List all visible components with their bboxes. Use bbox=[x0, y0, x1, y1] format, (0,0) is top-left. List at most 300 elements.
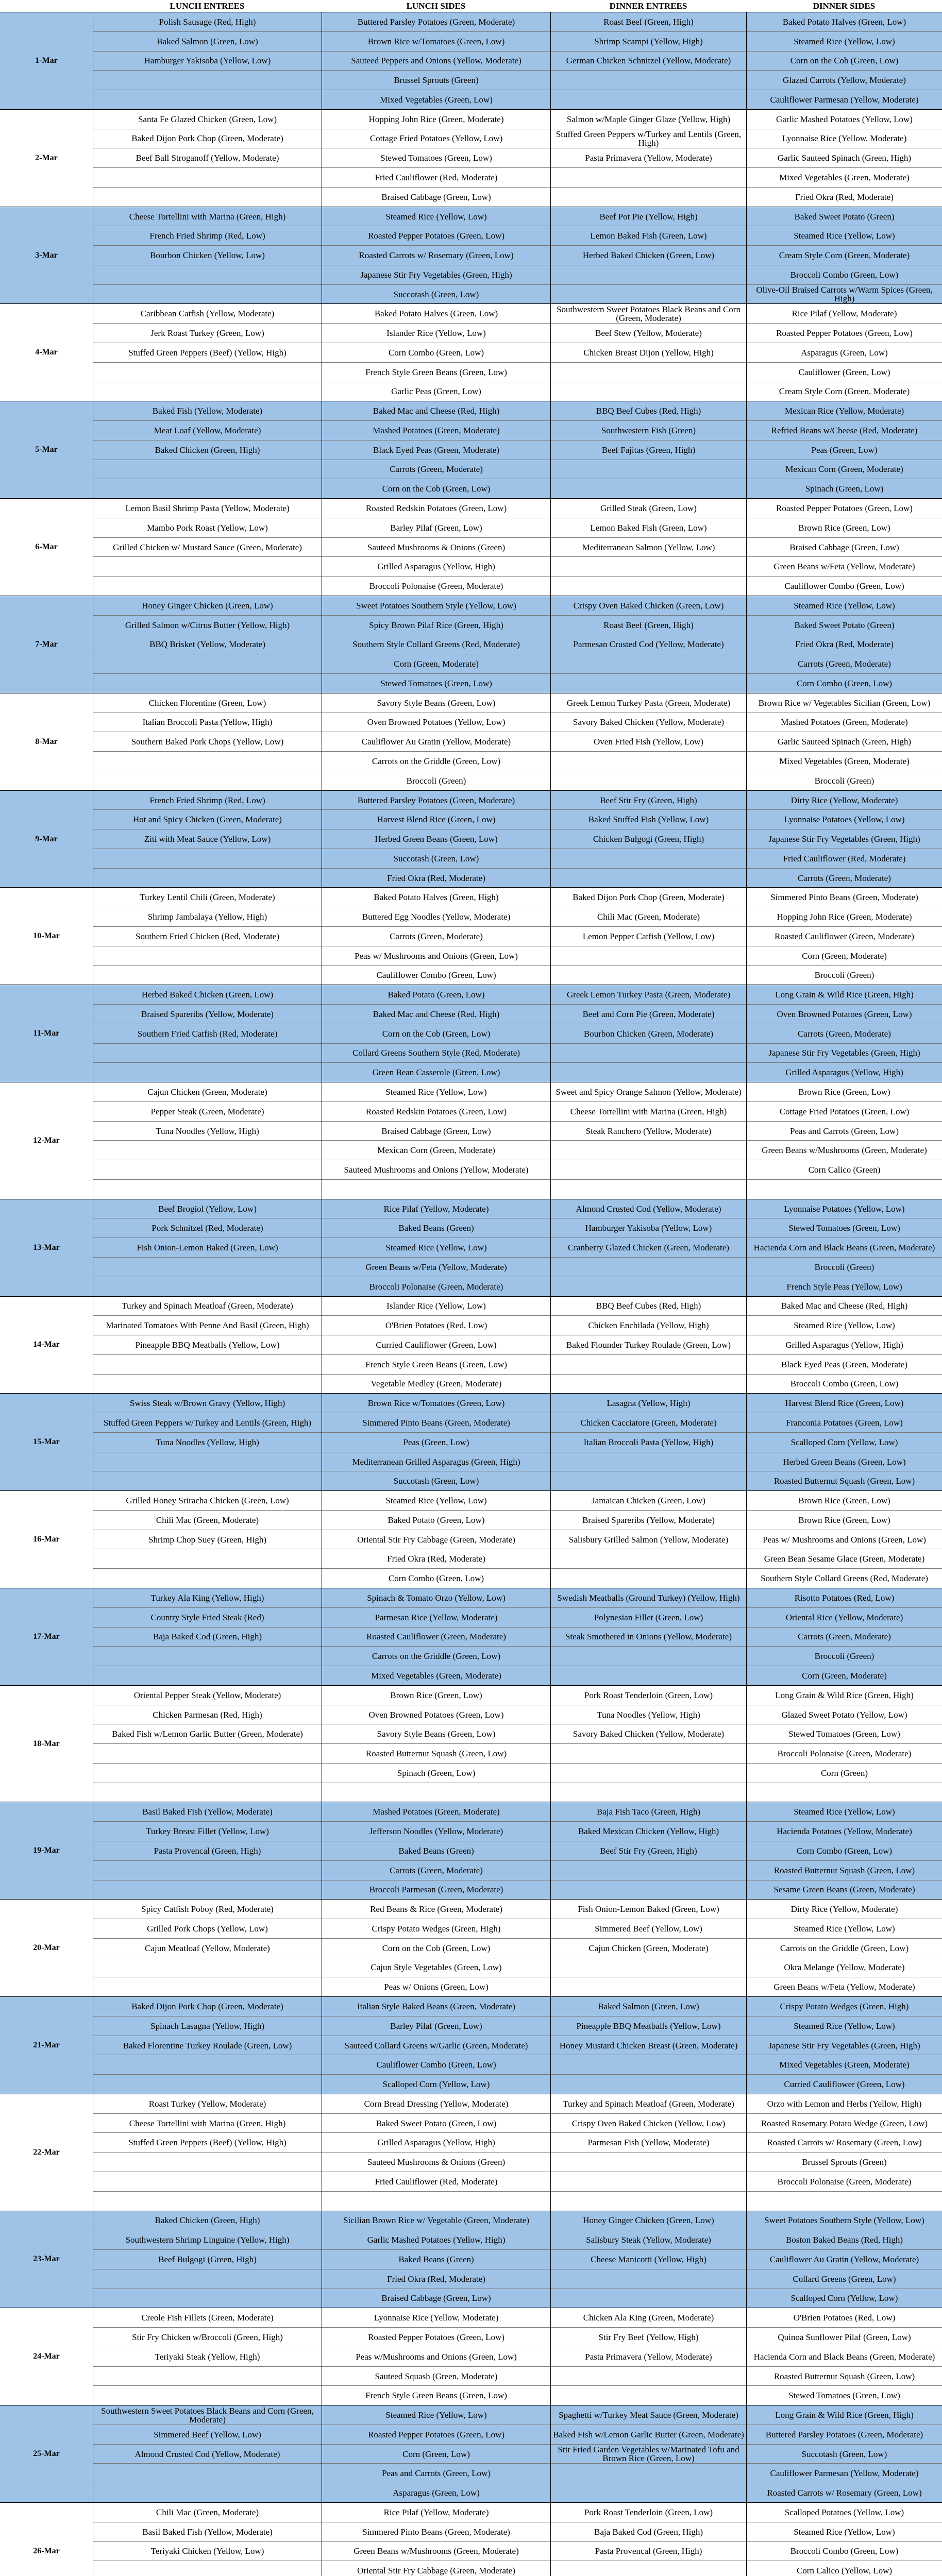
dinner-entree-cell bbox=[551, 2385, 746, 2405]
lunch-entree-cell bbox=[93, 946, 322, 965]
dinner-side-cell: Stewed Tomatoes (Green, Low) bbox=[747, 2385, 942, 2405]
lunch-side-cell: Sauteed Collard Greens w/Garlic (Green, Moderate) bbox=[322, 2036, 550, 2055]
lunch-entree-cell bbox=[93, 2385, 322, 2405]
lunch-entree-cell: Pineapple BBQ Meatballs (Yellow, Low) bbox=[93, 1335, 322, 1354]
dinner-side-cell: Cauliflower Au Gratin (Yellow, Moderate) bbox=[747, 2249, 942, 2269]
lunch-side-cell: Sauteed Squash (Green, Moderate) bbox=[322, 2366, 550, 2386]
lunch-side-cell: Broccoli (Green) bbox=[322, 771, 550, 790]
dinner-side-column bbox=[746, 1686, 942, 1802]
dinner-entree-cell bbox=[551, 70, 746, 90]
lunch-entree-column bbox=[93, 1082, 322, 1199]
lunch-entree-cell bbox=[93, 1549, 322, 1568]
dinner-side-cell: Roasted Butternut Squash (Green, Low) bbox=[747, 1471, 942, 1490]
dinner-side-column bbox=[746, 693, 942, 790]
lunch-entree-column bbox=[93, 2094, 322, 2211]
dinner-entree-cell bbox=[551, 265, 746, 284]
dinner-entree-cell: Grilled Steak (Green, Low) bbox=[600, 503, 697, 514]
dinner-side-cell: Corn Calico (Yellow, Low) bbox=[747, 2561, 942, 2576]
lunch-entree-cell: Santa Fe Glazed Chicken (Green, Low) bbox=[138, 114, 277, 124]
dinner-side-cell: Long Grain & Wild Rice (Green, High) bbox=[775, 1690, 914, 1700]
dinner-side-cell: Carrots (Green, Moderate) bbox=[747, 868, 942, 888]
dinner-entree-cell bbox=[551, 2191, 746, 2211]
lunch-side-cell: Steamed Rice (Yellow, Low) bbox=[385, 1087, 487, 1097]
lunch-entree-cell bbox=[93, 1452, 322, 1471]
dinner-side-cell: Mexican Corn (Green, Moderate) bbox=[747, 460, 942, 479]
dinner-entree-cell: Savory Baked Chicken (Yellow, Moderate) bbox=[551, 713, 746, 732]
lunch-side-cell: Roasted Redskin Potatoes (Green, Low) bbox=[322, 1101, 550, 1121]
dinner-entree-cell bbox=[551, 2055, 746, 2074]
dinner-entree-cell bbox=[551, 1860, 746, 1880]
dinner-entree-cell: Cranberry Glazed Chicken (Green, Moderate) bbox=[551, 1238, 746, 1257]
dinner-entree-cell bbox=[551, 1043, 746, 1063]
lunch-side-cell: Carrots on the Griddle (Green, Low) bbox=[322, 1646, 550, 1666]
lunch-entree-cell bbox=[93, 2152, 322, 2172]
lunch-side-column bbox=[322, 1491, 550, 1588]
lunch-side-cell: Corn Bread Dressing (Yellow, Moderate) bbox=[364, 2098, 509, 2109]
dinner-side-cell: Scalloped Corn (Yellow, Low) bbox=[747, 1432, 942, 1452]
day-label: 1-Mar bbox=[35, 56, 58, 65]
lunch-side-column bbox=[322, 1802, 550, 1899]
dinner-side-cell: Broccoli Combo (Green, Low) bbox=[747, 265, 942, 284]
lunch-side-cell: Fried Okra (Red, Moderate) bbox=[322, 1549, 550, 1568]
dinner-entree-cell bbox=[551, 1374, 746, 1394]
lunch-entree-cell bbox=[93, 1043, 322, 1063]
lunch-side-cell: Parmesan Rice (Yellow, Moderate) bbox=[322, 1607, 550, 1627]
dinner-side-column bbox=[746, 1997, 942, 2094]
day-row bbox=[0, 1199, 942, 1297]
lunch-side-cell: Peas w/Mushrooms and Onions (Green, Low) bbox=[322, 2347, 550, 2366]
dinner-entree-cell bbox=[551, 1666, 746, 1685]
dinner-entree-cell: Beef Fajitas (Green, High) bbox=[551, 440, 746, 460]
dinner-side-cell: Lyonnaise Rice (Yellow, Moderate) bbox=[747, 129, 942, 148]
lunch-side-cell: Herbed Green Beans (Green, Low) bbox=[322, 829, 550, 849]
lunch-side-cell: Succotash (Green, Low) bbox=[322, 1471, 550, 1490]
lunch-side-cell: Corn on the Cob (Green, Low) bbox=[322, 1938, 550, 1958]
dinner-side-cell: Buttered Parsley Potatoes (Green, Moderate) bbox=[747, 2425, 942, 2444]
day-row bbox=[0, 207, 942, 304]
lunch-entree-cell: Baked Fish (Yellow, Moderate) bbox=[152, 406, 263, 416]
lunch-side-cell: Braised Cabbage (Green, Low) bbox=[322, 187, 550, 207]
dinner-entree-cell bbox=[551, 654, 746, 673]
lunch-entree-cell bbox=[93, 265, 322, 284]
lunch-side-column bbox=[322, 1297, 550, 1394]
lunch-entree-cell: Baked Fish w/Lemon Garlic Butter (Green, Moderate) bbox=[93, 1724, 322, 1743]
lunch-entree-cell bbox=[93, 70, 322, 90]
dinner-entree-column bbox=[550, 2503, 746, 2576]
dinner-side-cell: Baked Mac and Cheese (Red, High) bbox=[781, 1301, 908, 1311]
day-row bbox=[0, 110, 942, 207]
dinner-side-cell: Green Beans w/Feta (Yellow, Moderate) bbox=[747, 1977, 942, 1996]
dinner-side-column bbox=[746, 2308, 942, 2405]
dinner-entree-cell bbox=[551, 1062, 746, 1082]
lunch-entree-cell: Shrimp Jambalaya (Yellow, High) bbox=[93, 907, 322, 926]
dinner-side-cell: Curried Cauliflower (Green, Low) bbox=[747, 2074, 942, 2094]
dinner-entree-cell: Baja Baked Cod (Green, High) bbox=[551, 2522, 746, 2541]
day-label: 2-Mar bbox=[35, 153, 58, 162]
dinner-entree-cell: Cajun Chicken (Green, Moderate) bbox=[551, 1938, 746, 1958]
day-label: 9-Mar bbox=[35, 834, 58, 843]
lunch-entree-cell: Simmered Beef (Yellow, Low) bbox=[93, 2425, 322, 2444]
dinner-side-cell: Corn (Green) bbox=[747, 1763, 942, 1783]
lunch-entree-column bbox=[93, 304, 322, 401]
day-label: 19-Mar bbox=[33, 1846, 60, 1855]
lunch-side-column bbox=[322, 2503, 550, 2576]
lunch-entree-cell: Meat Loaf (Yellow, Moderate) bbox=[93, 420, 322, 440]
lunch-side-cell: Crispy Potato Wedges (Green, High) bbox=[322, 1919, 550, 1938]
day-row bbox=[0, 1297, 942, 1394]
lunch-side-cell: Southern Style Collard Greens (Red, Moderate) bbox=[322, 635, 550, 654]
dinner-side-cell: Long Grain & Wild Rice (Green, High) bbox=[775, 990, 914, 1000]
dinner-entree-column bbox=[550, 401, 746, 498]
day-row bbox=[0, 2308, 942, 2405]
lunch-entree-cell: Chili Mac (Green, Moderate) bbox=[93, 1510, 322, 1530]
lunch-entree-cell: Herbed Baked Chicken (Green, Low) bbox=[141, 990, 274, 1000]
lunch-entree-column bbox=[93, 2503, 322, 2576]
lunch-entree-cell: Honey Ginger Chicken (Green, Low) bbox=[142, 600, 273, 611]
dinner-entree-cell: Sweet and Spicy Orange Salmon (Yellow, Moderate) bbox=[556, 1087, 742, 1097]
lunch-side-cell: Braised Cabbage (Green, Low) bbox=[322, 1121, 550, 1141]
dinner-entree-cell: Pasta Primavera (Yellow, Moderate) bbox=[551, 148, 746, 167]
lunch-entree-cell: Southwestern Shrimp Linguine (Yellow, High) bbox=[93, 2230, 322, 2249]
dinner-entree-cell: Southwestern Sweet Potatoes Black Beans and Corn (Green, Moderate) bbox=[557, 304, 741, 323]
lunch-entree-cell: Country Style Fried Steak (Red) bbox=[93, 1607, 322, 1627]
dinner-side-cell bbox=[747, 1179, 942, 1199]
dinner-side-cell: Peas w/ Mushrooms and Onions (Green, Low) bbox=[747, 1530, 942, 1549]
lunch-entree-cell: Creole Fish Fillets (Green, Moderate) bbox=[141, 2313, 274, 2323]
dinner-entree-cell: Chicken Cacciatore (Green, Moderate) bbox=[551, 1413, 746, 1432]
lunch-side-column bbox=[322, 2308, 550, 2405]
lunch-entree-column bbox=[93, 207, 322, 304]
dinner-entree-cell bbox=[551, 673, 746, 693]
dinner-side-column bbox=[746, 207, 942, 304]
lunch-entree-cell bbox=[93, 382, 322, 401]
dinner-entree-cell bbox=[551, 1743, 746, 1763]
dinner-entree-cell: Cheese Tortellini with Marina (Green, High) bbox=[551, 1101, 746, 1121]
lunch-entree-cell bbox=[93, 284, 322, 304]
lunch-side-cell: Italian Style Baked Beans (Green, Moderate) bbox=[357, 2001, 515, 2011]
lunch-side-cell: Mexican Corn (Green, Moderate) bbox=[322, 1140, 550, 1160]
dinner-entree-cell bbox=[551, 2074, 746, 2094]
dinner-side-cell: Japanese Stir Fry Vegetables (Green, High) bbox=[747, 1043, 942, 1063]
dinner-side-cell: Carrots (Green, Moderate) bbox=[747, 1627, 942, 1647]
lunch-entree-cell: Chicken Parmesan (Red, High) bbox=[93, 1705, 322, 1724]
lunch-side-cell: Roasted Pepper Potatoes (Green, Low) bbox=[322, 2425, 550, 2444]
lunch-side-column bbox=[322, 2405, 550, 2502]
lunch-entree-cell bbox=[93, 771, 322, 790]
lunch-side-cell: Islander Rice (Yellow, Low) bbox=[322, 323, 550, 343]
dinner-side-cell: Steamed Rice (Yellow, Low) bbox=[747, 31, 942, 51]
dinner-side-cell: Corn Calico (Green) bbox=[747, 1160, 942, 1179]
lunch-side-cell: Baked Beans (Green) bbox=[322, 1218, 550, 1238]
lunch-side-column bbox=[322, 1900, 550, 1996]
dinner-entree-cell bbox=[551, 2561, 746, 2576]
lunch-side-column bbox=[322, 12, 550, 109]
lunch-entree-cell: Italian Broccoli Pasta (Yellow, High) bbox=[93, 713, 322, 732]
dinner-side-cell: Steamed Rice (Yellow, Low) bbox=[794, 600, 895, 611]
dinner-entree-cell: Baked Dijon Pork Chop (Green, Moderate) bbox=[573, 892, 725, 903]
dinner-side-cell: Roasted Rosemary Potato Wedge (Green, Low) bbox=[747, 2113, 942, 2133]
day-row bbox=[0, 2503, 942, 2576]
day-row bbox=[0, 1997, 942, 2094]
lunch-entree-cell: Cajun Meatloaf (Yellow, Moderate) bbox=[93, 1938, 322, 1958]
day-label: 8-Mar bbox=[35, 737, 58, 746]
dinner-side-cell: Sesame Green Beans (Green, Moderate) bbox=[747, 1880, 942, 1900]
lunch-side-cell: Harvest Blend Rice (Green, Low) bbox=[322, 809, 550, 829]
dinner-side-cell: Broccoli (Green) bbox=[747, 771, 942, 790]
dinner-side-cell: Roasted Carrots w/ Rosemary (Green, Low) bbox=[747, 2132, 942, 2152]
dinner-entree-cell: Baked Mexican Chicken (Yellow, High) bbox=[551, 1821, 746, 1841]
lunch-entree-cell: French Fried Shrimp (Red, Low) bbox=[149, 795, 265, 805]
dinner-side-column bbox=[746, 2211, 942, 2308]
dinner-entree-column bbox=[550, 1802, 746, 1899]
lunch-entree-column bbox=[93, 2211, 322, 2308]
dinner-side-cell: Scalloped Corn (Yellow, Low) bbox=[747, 2289, 942, 2308]
dinner-entree-cell bbox=[551, 1880, 746, 1900]
lunch-entree-column bbox=[93, 1199, 322, 1296]
dinner-entree-cell: Baked Fish w/Lemon Garlic Butter (Green, Moderate) bbox=[551, 2425, 746, 2444]
dinner-side-cell: Brown Rice (Green, Low) bbox=[798, 1496, 890, 1506]
lunch-entree-cell bbox=[93, 1568, 322, 1588]
lunch-entree-cell bbox=[93, 1783, 322, 1802]
dinner-side-column bbox=[746, 401, 942, 498]
day-label: 7-Mar bbox=[35, 639, 58, 649]
lunch-side-cell: Peas w/ Onions (Green, Low) bbox=[322, 1977, 550, 1996]
lunch-side-column bbox=[322, 1394, 550, 1490]
dinner-side-cell: Cream Style Corn (Green, Moderate) bbox=[747, 245, 942, 265]
lunch-side-cell: Buttered Parsley Potatoes (Green, Moderate) bbox=[357, 16, 515, 27]
dinner-entree-cell: Parmesan Fish (Yellow, Moderate) bbox=[551, 2132, 746, 2152]
dinner-side-cell: Cottage Fried Potatoes (Green, Low) bbox=[747, 1101, 942, 1121]
dinner-side-cell: Roasted Pepper Potatoes (Green, Low) bbox=[747, 323, 942, 343]
dinner-entree-cell bbox=[551, 460, 746, 479]
lunch-side-cell: Buttered Egg Noodles (Yellow, Moderate) bbox=[322, 907, 550, 926]
lunch-side-cell: Steamed Rice (Yellow, Low) bbox=[385, 1496, 487, 1506]
dinner-entree-cell: Beef Pot Pie (Yellow, High) bbox=[599, 211, 698, 222]
dinner-side-cell: Steamed Rice (Yellow, Low) bbox=[747, 2016, 942, 2036]
day-row bbox=[0, 1394, 942, 1491]
dinner-side-cell: O'Brien Potatoes (Red, Low) bbox=[793, 2313, 896, 2323]
lunch-side-cell: Collard Greens Southern Style (Red, Moderate) bbox=[322, 1043, 550, 1063]
dinner-entree-cell: Pork Roast Tenderloin (Green, Low) bbox=[584, 1690, 713, 1700]
lunch-entree-cell: Southern Baked Pork Chops (Yellow, Low) bbox=[93, 732, 322, 751]
dinner-entree-cell: Crispy Oven Baked Chicken (Yellow, Low) bbox=[551, 2113, 746, 2133]
lunch-side-column bbox=[322, 1588, 550, 1685]
lunch-side-cell: Stewed Tomatoes (Green, Low) bbox=[322, 148, 550, 167]
lunch-entree-cell bbox=[93, 1977, 322, 1996]
lunch-side-cell: Corn Combo (Green, Low) bbox=[322, 343, 550, 362]
lunch-entree-cell: Pasta Provencal (Green, High) bbox=[93, 1841, 322, 1860]
dinner-side-column bbox=[746, 499, 942, 596]
lunch-entree-cell: Baja Baked Cod (Green, High) bbox=[93, 1627, 322, 1647]
dinner-entree-cell: Shrimp Scampi (Yellow, High) bbox=[551, 31, 746, 51]
dinner-side-cell: Garlic Mashed Potatoes (Yellow, Low) bbox=[776, 114, 913, 124]
dinner-side-cell: Hopping John Rice (Green, Moderate) bbox=[747, 907, 942, 926]
dinner-side-cell: Dirty Rice (Yellow, Moderate) bbox=[790, 1904, 898, 1914]
day-label: 21-Mar bbox=[33, 2041, 60, 2050]
lunch-entree-cell: Southwestern Sweet Potatoes Black Beans and Corn (Green, Moderate) bbox=[101, 2405, 314, 2425]
dinner-entree-cell bbox=[551, 1549, 746, 1568]
day-row bbox=[0, 1802, 942, 1900]
lunch-entree-cell bbox=[93, 2463, 322, 2483]
lunch-entree-cell: Stuffed Green Peppers w/Turkey and Lentils (Green, High) bbox=[93, 1413, 322, 1432]
dinner-side-cell: Japanese Stir Fry Vegetables (Green, High) bbox=[747, 2036, 942, 2055]
dinner-entree-cell: Pineapple BBQ Meatballs (Yellow, Low) bbox=[551, 2016, 746, 2036]
lunch-side-cell: Red Beans & Rice (Green, Moderate) bbox=[370, 1904, 502, 1914]
dinner-entree-cell: Parmesan Crusted Cod (Yellow, Moderate) bbox=[551, 635, 746, 654]
dinner-entree-cell bbox=[551, 2289, 746, 2308]
dinner-side-cell: Cream Style Corn (Green, Moderate) bbox=[747, 382, 942, 401]
dinner-entree-cell bbox=[551, 946, 746, 965]
dinner-side-cell: Rice Pilaf (Yellow, Moderate) bbox=[792, 309, 897, 319]
dinner-entree-column bbox=[550, 207, 746, 304]
dinner-entree-cell bbox=[551, 1277, 746, 1296]
dinner-entree-column bbox=[550, 2094, 746, 2211]
dinner-entree-cell bbox=[551, 187, 746, 207]
lunch-entree-cell: Stuffed Green Peppers (Beef) (Yellow, High) bbox=[93, 2132, 322, 2152]
dinner-entree-cell: Pork Roast Tenderloin (Green, Low) bbox=[584, 2507, 713, 2517]
lunch-entree-cell: Hot and Spicy Chicken (Green, Moderate) bbox=[93, 809, 322, 829]
lunch-entree-cell: Polish Sausage (Red, High) bbox=[159, 16, 256, 27]
lunch-entree-cell: Bourbon Chicken (Yellow, Low) bbox=[93, 245, 322, 265]
dinner-side-cell: Simmered Pinto Beans (Green, Moderate) bbox=[770, 892, 918, 903]
lunch-side-cell: Cottage Fried Potatoes (Yellow, Low) bbox=[322, 129, 550, 148]
lunch-side-cell: Mixed Vegetables (Green, Low) bbox=[322, 90, 550, 109]
lunch-side-cell: Baked Beans (Green) bbox=[322, 1841, 550, 1860]
dinner-entree-cell: Tuna Noodles (Yellow, High) bbox=[551, 1705, 746, 1724]
lunch-side-cell: Roasted Pepper Potatoes (Green, Low) bbox=[322, 2327, 550, 2347]
dinner-side-cell: Stewed Tomatoes (Green, Low) bbox=[747, 1218, 942, 1238]
dinner-entree-cell: Lemon Baked Fish (Green, Low) bbox=[551, 518, 746, 537]
dinner-entree-cell: Crispy Oven Baked Chicken (Green, Low) bbox=[573, 600, 724, 611]
lunch-entree-cell: Grilled Pork Chops (Yellow, Low) bbox=[93, 1919, 322, 1938]
dinner-entree-column bbox=[550, 12, 746, 109]
dinner-entree-cell: Lemon Pepper Catfish (Yellow, Low) bbox=[551, 926, 746, 946]
lunch-side-cell: Lyonnaise Rice (Yellow, Moderate) bbox=[374, 2313, 499, 2323]
dinner-entree-cell: Steak Ranchero (Yellow, Moderate) bbox=[551, 1121, 746, 1141]
lunch-side-cell: Baked Mac and Cheese (Red, High) bbox=[322, 1004, 550, 1024]
dinner-entree-cell: Salmon w/Maple Ginger Glaze (Yellow, High) bbox=[566, 114, 731, 124]
lunch-side-cell: Baked Potato Halves (Green, Low) bbox=[374, 309, 498, 319]
lunch-side-cell: Corn (Green, Low) bbox=[322, 2444, 550, 2464]
lunch-entree-cell bbox=[93, 1179, 322, 1199]
lunch-entree-cell bbox=[93, 1140, 322, 1160]
lunch-entree-cell: Marinated Tomatoes With Penne And Basil (Green, High) bbox=[93, 1315, 322, 1335]
lunch-side-column bbox=[322, 401, 550, 498]
dinner-entree-cell bbox=[551, 1354, 746, 1374]
lunch-side-cell: Curried Cauliflower (Green, Low) bbox=[322, 1335, 550, 1354]
dinner-side-cell: Crispy Potato Wedges (Green, High) bbox=[780, 2001, 909, 2011]
lunch-side-cell: Grilled Asparagus (Yellow, High) bbox=[322, 556, 550, 576]
lunch-entree-cell bbox=[93, 2055, 322, 2074]
dinner-side-cell: Carrots (Green, Moderate) bbox=[747, 1024, 942, 1043]
dinner-side-cell: Garlic Sauteed Spinach (Green, High) bbox=[747, 732, 942, 751]
day-label: 11-Mar bbox=[33, 1029, 60, 1038]
lunch-entree-cell bbox=[93, 1160, 322, 1179]
day-label: 12-Mar bbox=[33, 1136, 60, 1145]
dinner-side-cell: Green Beans w/Mushrooms (Green, Moderate) bbox=[747, 1140, 942, 1160]
day-label: 3-Mar bbox=[35, 250, 58, 260]
lunch-side-cell: Brown Rice w/Tomatoes (Green, Low) bbox=[322, 31, 550, 51]
dinner-entree-cell bbox=[551, 1257, 746, 1277]
lunch-entree-cell: Grilled Chicken w/ Mustard Sauce (Green, Moderate) bbox=[93, 537, 322, 557]
dinner-side-cell: Mexican Rice (Yellow, Moderate) bbox=[784, 406, 904, 416]
lunch-entree-cell bbox=[93, 576, 322, 596]
lunch-entree-cell bbox=[93, 2483, 322, 2502]
dinner-entree-cell: Stir Fry Beef (Yellow, High) bbox=[551, 2327, 746, 2347]
lunch-entree-cell: Baked Chicken (Green, High) bbox=[155, 2215, 260, 2226]
lunch-side-cell: Roasted Cauliflower (Green, Moderate) bbox=[322, 1627, 550, 1647]
dinner-entree-column bbox=[550, 1394, 746, 1490]
lunch-side-cell: Steamed Rice (Yellow, Low) bbox=[322, 1238, 550, 1257]
dinner-entree-cell bbox=[551, 849, 746, 868]
lunch-side-column bbox=[322, 2211, 550, 2308]
lunch-entree-cell: Lemon Basil Shrimp Pasta (Yellow, Moderate) bbox=[125, 503, 290, 514]
lunch-side-cell: Carrots (Green, Moderate) bbox=[322, 926, 550, 946]
lunch-entree-cell: Roast Turkey (Yellow, Moderate) bbox=[148, 2098, 266, 2109]
lunch-side-cell: Corn on the Cob (Green, Low) bbox=[322, 1024, 550, 1043]
dinner-entree-column bbox=[550, 1491, 746, 1588]
dinner-entree-cell: Simmered Beef (Yellow, Low) bbox=[551, 1919, 746, 1938]
lunch-side-cell: Cauliflower Combo (Green, Low) bbox=[322, 965, 550, 985]
dinner-entree-cell: Braised Spareribs (Yellow, Moderate) bbox=[551, 1510, 746, 1530]
dinner-side-cell: Steamed Rice (Yellow, Low) bbox=[747, 1315, 942, 1335]
lunch-entree-column bbox=[93, 1491, 322, 1588]
lunch-entree-cell bbox=[93, 1666, 322, 1685]
lunch-side-cell: Roasted Redskin Potatoes (Green, Low) bbox=[365, 503, 507, 514]
lunch-side-cell: Peas w/ Mushrooms and Onions (Green, Low) bbox=[322, 946, 550, 965]
lunch-side-cell: Hopping John Rice (Green, Moderate) bbox=[368, 114, 504, 124]
dinner-entree-cell bbox=[551, 479, 746, 498]
dinner-side-cell: Cauliflower (Green, Low) bbox=[747, 362, 942, 382]
dinner-entree-cell bbox=[551, 382, 746, 401]
day-row bbox=[0, 1588, 942, 1686]
lunch-entree-column bbox=[93, 1686, 322, 1802]
dinner-side-cell: Peas (Green, Low) bbox=[747, 440, 942, 460]
lunch-entree-cell: Beef Brogiol (Yellow, Low) bbox=[158, 1204, 257, 1214]
lunch-side-cell: Brown Rice (Green, Low) bbox=[390, 1690, 482, 1700]
dinner-entree-cell bbox=[551, 1452, 746, 1471]
dinner-side-column bbox=[746, 2405, 942, 2502]
lunch-entree-column bbox=[93, 1997, 322, 2094]
lunch-side-column bbox=[322, 207, 550, 304]
lunch-entree-cell: Teriyaki Chicken (Yellow, Low) bbox=[93, 2541, 322, 2561]
lunch-side-cell: Peas (Green, Low) bbox=[322, 1432, 550, 1452]
dinner-side-cell: Broccoli Combo (Green, Low) bbox=[747, 1374, 942, 1394]
header-lunch-entrees: LUNCH ENTREES bbox=[170, 1, 245, 11]
lunch-entree-cell: Braised Spareribs (Yellow, Moderate) bbox=[93, 1004, 322, 1024]
lunch-entree-cell: Grilled Honey Sriracha Chicken (Green, Low) bbox=[126, 1496, 289, 1506]
day-label: 20-Mar bbox=[33, 1943, 60, 1953]
lunch-entree-cell: French Fried Shrimp (Red, Low) bbox=[93, 226, 322, 245]
lunch-side-cell: Barley Pilaf (Green, Low) bbox=[322, 2016, 550, 2036]
dinner-side-cell: Oriental Rice (Yellow, Moderate) bbox=[747, 1607, 942, 1627]
lunch-entree-cell bbox=[93, 868, 322, 888]
lunch-side-cell: Sauteed Mushrooms and Onions (Yellow, Moderate) bbox=[322, 1160, 550, 1179]
lunch-side-cell bbox=[322, 1179, 550, 1199]
lunch-side-column bbox=[322, 596, 550, 693]
lunch-side-cell: Sweet Potatoes Southern Style (Yellow, Low) bbox=[356, 600, 516, 611]
lunch-entree-cell bbox=[93, 90, 322, 109]
lunch-side-column bbox=[322, 888, 550, 985]
dinner-side-column bbox=[746, 1297, 942, 1394]
dinner-entree-cell: Stuffed Green Peppers w/Turkey and Lentils (Green, High) bbox=[551, 129, 746, 148]
dinner-side-cell: Succotash (Green, Low) bbox=[747, 2444, 942, 2464]
dinner-side-cell: Black Eyed Peas (Green, Moderate) bbox=[747, 1354, 942, 1374]
lunch-side-cell: Garlic Peas (Green, Low) bbox=[322, 382, 550, 401]
day-row bbox=[0, 2094, 942, 2211]
dinner-side-cell: Okra Melange (Yellow, Moderate) bbox=[747, 1958, 942, 1977]
dinner-entree-column bbox=[550, 1082, 746, 1199]
